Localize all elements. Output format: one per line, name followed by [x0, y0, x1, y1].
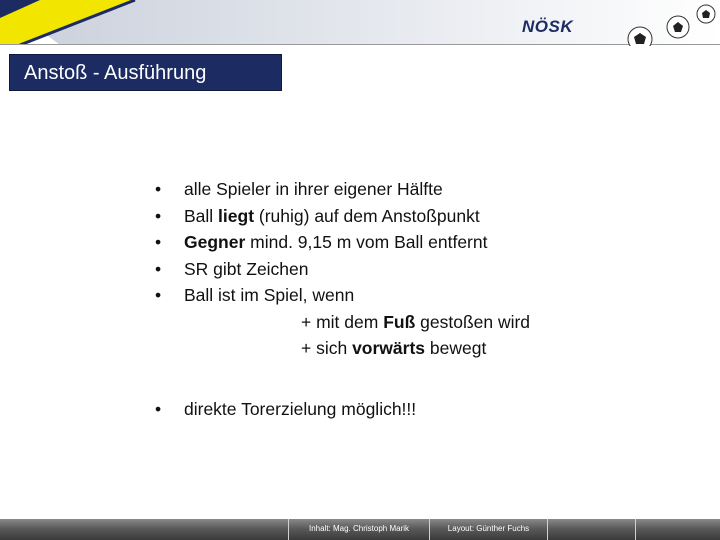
bullet-item: [155, 205, 675, 232]
bullet-text: Ball liegt (ruhig) auf dem Anstoßpunkt: [184, 205, 480, 226]
bullet-list: [155, 178, 675, 424]
footer-cell: [0, 519, 289, 540]
bullet-item: [155, 284, 675, 311]
bullet-marker: •: [155, 258, 162, 279]
bullet-marker: •: [155, 285, 162, 305]
spacer: [155, 364, 675, 398]
layout-credit: Layout: Günther Fuchs: [447, 524, 530, 533]
sub-item-text: + mit dem Fuß gestoßen wird: [301, 311, 531, 332]
bullet-marker: •: [155, 179, 162, 199]
content-credit: Inhalt: Mag. Christoph Marik: [308, 524, 410, 533]
bullet-item: [155, 178, 675, 205]
bullet-text: Ball ist im Spiel, wenn: [184, 285, 355, 305]
brand-logo-text: NÖSK: [522, 17, 574, 36]
bullet-marker: •: [155, 205, 162, 226]
footer-cell: [289, 519, 430, 540]
sub-item: [155, 311, 675, 338]
bullet-text: Gegner mind. 9,15 m vom Ball entfernt: [184, 232, 488, 252]
bullet-marker: •: [155, 232, 162, 252]
bullet-item: [155, 231, 675, 258]
sub-item: [155, 337, 675, 364]
footer-cell: [548, 519, 636, 540]
bullet-text: alle Spieler in ihrer eigener Hälfte: [184, 179, 443, 199]
page-title: Anstoß - Ausführung: [24, 62, 207, 84]
footer-cell: [430, 519, 548, 540]
footer-cell: [636, 519, 720, 540]
bullet-text: direkte Torerzielung möglich!!!: [184, 398, 417, 419]
sub-item-text: + sich vorwärts bewegt: [301, 338, 487, 358]
bullet-item: [155, 258, 675, 285]
title-box: [9, 54, 282, 91]
bullet-item: [155, 398, 675, 425]
bullet-marker: •: [155, 398, 162, 419]
footer-bar: [0, 519, 720, 540]
soccer-balls-icon: [608, 2, 720, 46]
bullet-text: SR gibt Zeichen: [184, 258, 309, 279]
